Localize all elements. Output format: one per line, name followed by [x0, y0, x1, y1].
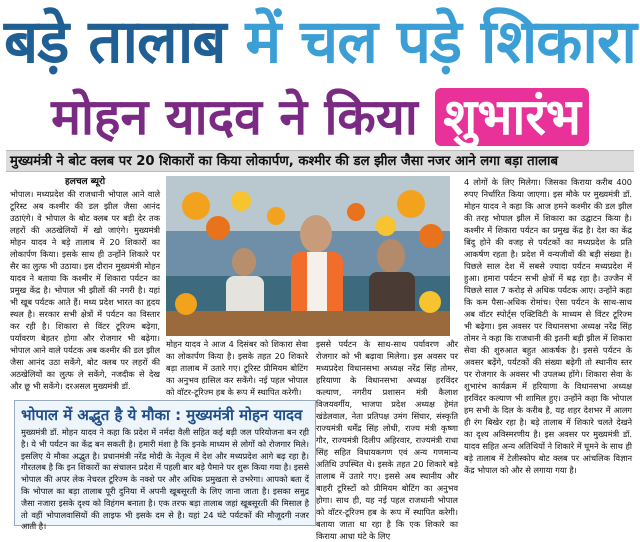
news-photo [166, 176, 450, 336]
column-4: 4 लोगों के लिए मिलेगा। जिसका किराया करीब 400 रुपए निर्धारित किया जाएगा। इस मौके पर मुख्यमंत्री डॉ. मोहन यादव ने कहा कि आज हमने कश्मीर की डल झील की तरह भोपाल झील में शिकारा का उद्घाटन किया है। कश्मीर में शिकारा पर्यटन का प्रमुख केंद्र है। देश का केंद्र बिंदु होने की वजह से पर्यटकों का मध्यप्रदेश के प्रति आकर्षण रहता है। प्रदेश में वन्यजीवों की बड़ी संख्या है। पिछले साल देश में सबसे ज्यादा पर्यटन मध्यप्रदेश में हुआ। हमारा पर्यटन सभी क्षेत्रों में बढ़ रहा है। उज्जैन में पिछले साल 7 करोड़ से अधिक पर्यटक आए। उन्होंने कहा कि कम पैसा-अधिक रोमांच। ऐसा पर्यटन के साथ-साथ अब वॉटर स्पोर्ट्स एक्टिविटी के माध्यम से विंटर टूरिज्म भी बढ़ेगा। इस अवसर पर विधानसभा अध्यक्ष नरेंद्र सिंह तोमर ने कहा कि राजधानी की इतनी बड़ी झील में शिकारा सेवा की शुरुआत बहुत आकर्षक है। इससे पर्यटन के अवसर बढ़ेंगे, पर्यटकों की संख्या बढ़ेगी तो स्थानीय स्तर पर रोजगार के अवसर भी उपलब्ध होंगे। शिकारा सेवा के शुभारंभ कार्यक्रम में हरियाणा के विधानसभा अध्यक्ष हरविंदर कल्याण भी शामिल हुए। उन्होंने कहा कि भोपाल हम सभी के दिल के करीब है, यह शहर देशभर में आलग ही रंग बिखेर रहा है। बड़े तालाब में शिकारे चलते देखने का दृश्य अविस्मरणीय है। इस अवसर पर मुख्यमंत्री डॉ. यादव सहित अन्य अतिथियों ने शिकारे में घूमने के साथ ही बड़े तालाब में टेलीस्कोप बोट क्लब पर आंचलिक विज्ञान केंद्र भोपाल को और से लगाया गया है। [464, 177, 632, 475]
headline-line-2 [0, 86, 640, 148]
headline-part-a: बड़े तालाब [4, 7, 226, 77]
highlight-box [14, 400, 316, 532]
photo-illustration [166, 176, 450, 336]
box-title: भोपाल में अद्भुत है ये मौका : मुख्यमंत्री मोहन यादव [21, 406, 303, 424]
box-body: मुख्यमंत्री डॉ. मोहन यादव ने कहा कि प्रदेश में नर्मदा वैली सहित कई बड़ी जल परियोजना बन रही है। ये भी पर्यटन का केंद्र बन सकती है। हमारी मंशा है कि इनके माध्यम से लोगों को रोजगार मिले। इसलिए ये मौका अद्भुत है। प्रधानमंत्री नरेंद्र मोदी के नेतृत्व में देश और मध्यप्रदेश आगे बढ़ रहा है। गौरतलब है कि इन शिकारों का संचालन प्रदेश में पहली बार बड़े पैमाने पर शुरू किया गया है। इससे भोपाल की अपर लेक नेचरल टूरिज्म के नक्शे पर और अधिक प्रमुखता से उभरेगा। आपको बता दें कि भोपाल का बड़ा तालाब पूरी दुनिया में अपनी खूबसूरती के लिए जाना जाता है। इसका समुद्र जैसा नजारा इसके दृश्य को विहंगम बनाता है। एक तरफ बड़ा तालाब जहां खूबसूरती की मिसाल है तो वहीं भोपालवासियों की लाइफ भी इसके दम से है। यहां 24 घंटे पर्यटकों की मौजूदगी नजर आती है। [21, 427, 309, 532]
column-1 [10, 176, 160, 398]
byline: हलचल ब्यूरो [64, 177, 106, 187]
subheadline: मुख्यमंत्री ने बोट क्लब पर 20 शिकारों का किया लोकार्पण, कश्मीर की डल झील जैसा नजर आने लगा बड़ा तालाब [6, 150, 634, 172]
photo-caption: मोहन यादव ने आज 4 दिसंबर को शिकारा सेवा का लोकार्पण किया है। इसके तहत 20 शिकारे बड़ा तालाब में उतारे गए। टूरिस्ट प्रीमियम बोटिंग का अनुभव हासिल कर सकेंगे। नई पहल भोपाल को वॉटर-टूरिज्म हब के रूप में स्थापित करेगी। [166, 339, 308, 397]
headline-part-d: शुभारंभ [435, 88, 589, 146]
column-1-text: भोपाल। मध्यप्रदेश की राजधानी भोपाल आने वाले टूरिस्ट अब कश्मीर की डल झील जैसा आनंद उठाएंगे। वे भोपाल के बोट क्लब पर बड़ी देर तक लहरों की अठखेलियों में खो जाएंगे। मुख्यमंत्री मोहन यादव ने बड़े तालाब में 20 शिकारों का लोकार्पण किया। इसके साथ ही उन्होंने शिकारे पर सैर का लुत्फ भी उठाया। इस दौरान मुख्यमंत्री मोहन यादव ने बताया कि कश्मीर में शिकारा पर्यटन का प्रमुख केंद्र है। भोपाल भी झीलों की नगरी है। यहां भी खूब पर्यटक आते हैं। मध्य प्रदेश भारत का हृदय स्थल है। सरकार सभी क्षेत्रों में पर्यटन का विस्तार कर रही है। शिकारा से विंटर टूरिज्म बढ़ेगा, पर्यावरण बेहतर होगा और रोजगार भी बढ़ेगा। भोपाल आने वाले पर्यटक अब कश्मीर की डल झील जैसा आनंद उठा सकेंगे, बोट क्लब पर लहरों की अठखेलियों का लुत्फ ले सकेंगे, नजदीक से देख और छू भी सकेंगे। दरअसल मुख्यमंत्री डॉ. [10, 189, 160, 391]
headline-line-1 [0, 0, 640, 84]
column-3: इससे पर्यटन के साथ-साथ पर्यावरण और रोजगार को भी बढ़ावा मिलेगा। इस अवसर पर मध्यप्रदेश विधानसभा अध्यक्ष नरेंद्र सिंह तोमर, हरियाणा के विधानसभा अध्यक्ष हरविंदर कल्याण, नगरीय प्रशासन मंत्री कैलाश विजयवर्गीय, भाजपा प्रदेश अध्यक्ष हेमंत खंडेलवाल, नेता प्रतिपक्ष उमंग सिंघार, संस्कृति राज्यमंत्री धर्मेंद्र सिंह लोधी, राज्य मंत्री कृष्णा गौर, राज्यमंत्री दिलीप अहिरवार, राज्यमंत्री राधा सिंह सहित विधायकगण एवं अन्य गणमान्य अतिथि उपस्थित थे। इसके तहत 20 शिकारे बड़े तालाब में उतारे गए। इससे अब स्थानीय और बाहरी टूरिस्टों को प्रीमियम बोटिंग का अनुभव होगा। साथ ही, यह नई पहल राजधानी भोपाल को वॉटर-टूरिज्म हब के रूप में स्थापित करेगी। बताया जाता था रहा है कि एक शिकारे का किराया आधा घंटे के लिए [316, 339, 458, 541]
headline-part-c: मोहन यादव ने किया [51, 88, 418, 146]
headline-part-b: में चल पड़े शिकारा [245, 7, 636, 77]
